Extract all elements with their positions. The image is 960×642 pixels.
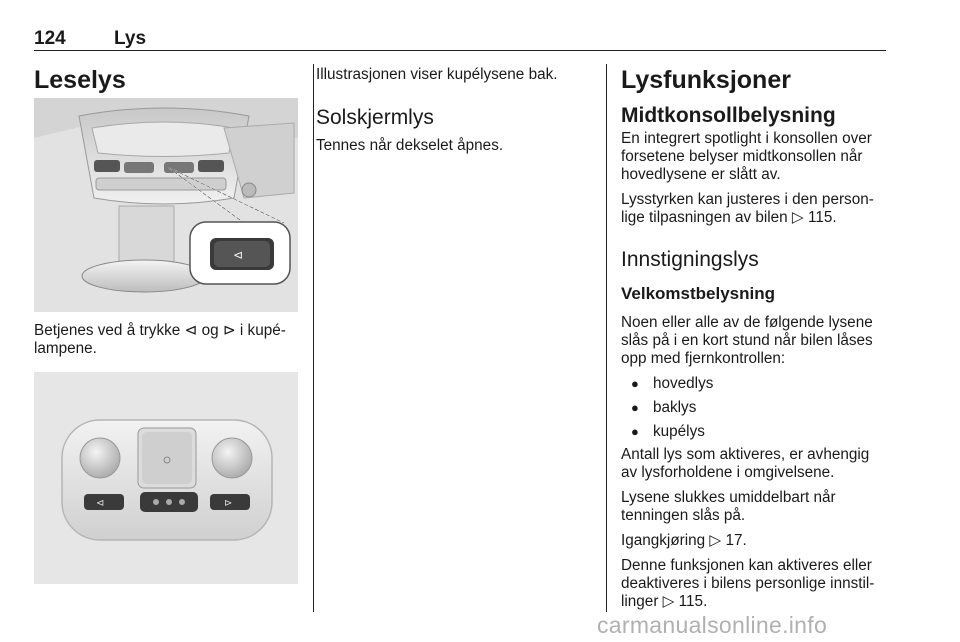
rear-lamp-figure <box>34 372 298 584</box>
leselys-heading: Leselys <box>34 66 126 94</box>
list-item: ● baklys <box>621 399 891 423</box>
list-item: ● kupélys <box>621 423 891 447</box>
text-line: Noen eller alle av de følgende lysene <box>621 314 873 331</box>
caption-line-2: lampene. <box>34 340 97 357</box>
igangkjoring-reference: Igangkjøring ▷ 17. <box>621 532 747 549</box>
column-divider-2 <box>606 64 607 612</box>
slukkes-paragraph <box>621 489 891 525</box>
funksjon-paragraph <box>621 557 891 611</box>
column-divider-1 <box>313 64 314 612</box>
text-line: opp med fjernkontrollen: <box>621 350 786 367</box>
middle-column <box>316 66 602 155</box>
lysstyrke-paragraph <box>621 191 891 227</box>
solskjermlys-text: Tennes når dekselet åpnes. <box>316 137 504 154</box>
solskjermlys-heading: Solskjermlys <box>316 106 434 129</box>
midtkonsoll-heading: Midtkonsollbelysning <box>621 104 836 127</box>
illustration-caption: Illustrasjonen viser kupélysene bak. <box>316 66 558 83</box>
antall-paragraph <box>621 446 891 482</box>
header-rule <box>34 50 886 51</box>
caption-line-1: Betjenes ved å trykke ⊲ og ⊳ i kupé- <box>34 322 286 339</box>
rear-lamp-illustration <box>34 372 298 584</box>
text-line: Antall lys som aktiveres, er avhengig <box>621 446 870 463</box>
list-item: ● hovedlys <box>621 375 891 399</box>
text-line: En integrert spotlight i konsollen over <box>621 130 872 147</box>
page-number: 124 <box>34 28 66 49</box>
text-line: av lysforholdene i omgivelsene. <box>621 464 835 481</box>
section-title: Lys <box>114 28 147 49</box>
text-line: slås på i en kort stund når bilen låses <box>621 332 873 349</box>
velkomst-paragraph <box>621 314 891 368</box>
innstigningslys-heading: Innstigningslys <box>621 248 759 271</box>
watermark: carmanualsonline.info <box>597 612 828 638</box>
svg-text:⊳: ⊳ <box>224 498 233 509</box>
svg-text:⊲: ⊲ <box>96 498 105 509</box>
left-column <box>34 66 299 94</box>
text-line: forsetene belyser midtkonsollen når <box>621 148 863 165</box>
midtkonsoll-paragraph <box>621 130 891 184</box>
svg-text:⊲: ⊲ <box>233 248 244 262</box>
left-caption <box>34 322 304 358</box>
text-line: Lysene slukkes umiddelbart når <box>621 489 836 506</box>
text-line: Lysstyrken kan justeres i den person- <box>621 191 874 208</box>
light-list <box>621 375 891 447</box>
lysfunksjoner-heading: Lysfunksjoner <box>621 66 791 94</box>
text-line: hovedlysene er slått av. <box>621 166 781 183</box>
text-line: Denne funksjonen kan aktiveres eller <box>621 557 872 574</box>
velkomstbelysning-heading: Velkomstbelysning <box>621 284 775 303</box>
ceiling-lamp-illustration <box>34 98 298 312</box>
right-column <box>621 66 891 611</box>
text-line: deaktiveres i bilens personlige innstil- <box>621 575 875 592</box>
text-line: linger ▷ 115. <box>621 593 708 610</box>
text-line: tenningen slås på. <box>621 507 746 524</box>
ceiling-lamp-figure <box>34 98 298 312</box>
text-line: lige tilpasningen av bilen ▷ 115. <box>621 209 837 226</box>
